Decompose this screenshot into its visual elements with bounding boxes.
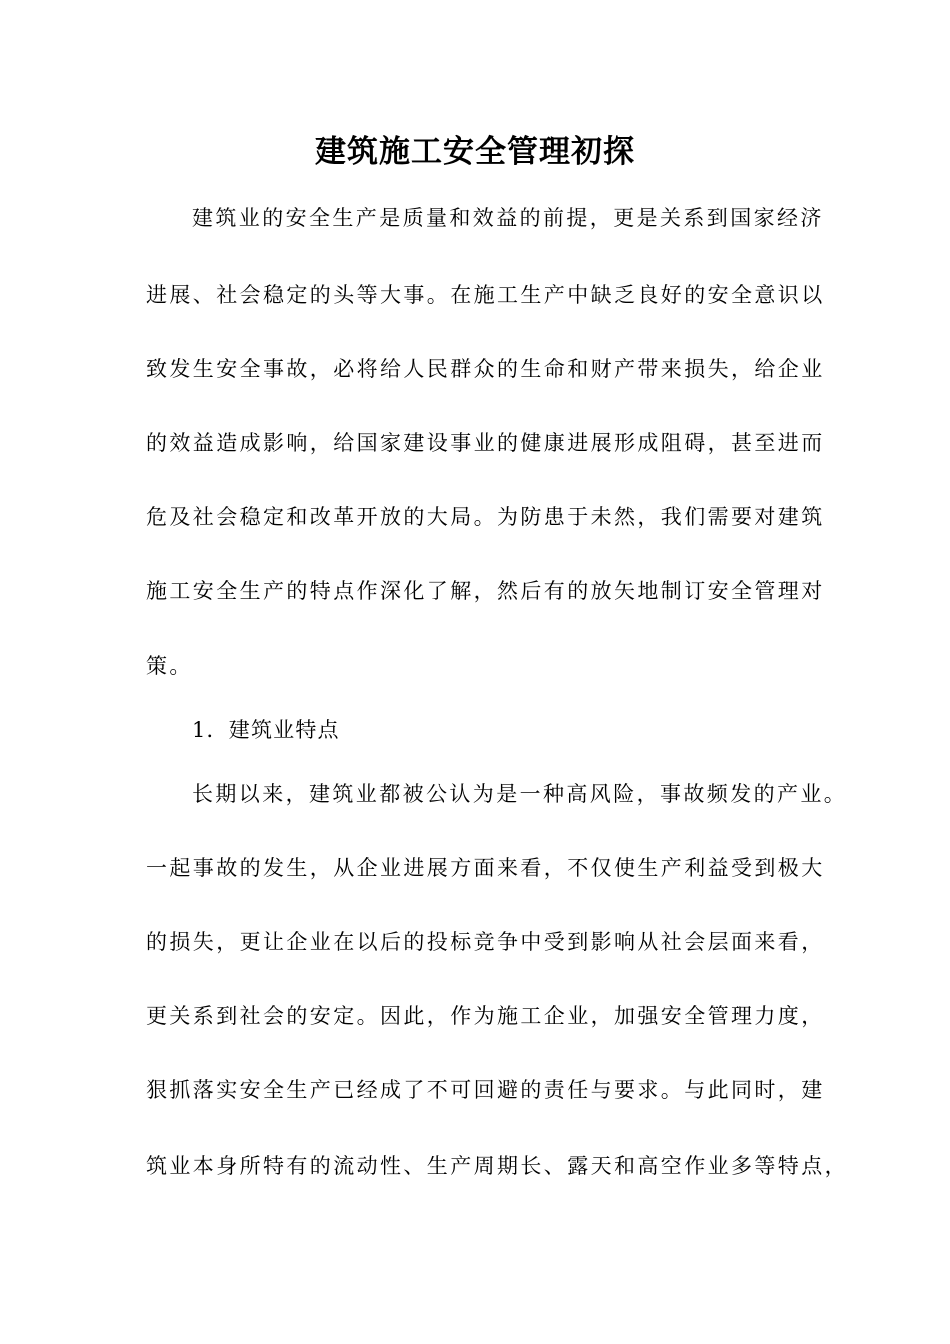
paragraph-line: 的损失，更让企业在以后的投标竞争中受到影响从社会层面来看， bbox=[146, 930, 825, 954]
paragraph-line: 长期以来，建筑业都被公认为是一种高风险，事故频发的产业。 bbox=[192, 782, 848, 806]
section-heading: 1．建筑业特点 bbox=[192, 718, 340, 742]
paragraph-line: 筑业本身所特有的流动性、生产周期长、露天和高空作业多等特点， bbox=[146, 1154, 848, 1178]
paragraph-line: 施工安全生产的特点作深化了解，然后有的放矢地制订安全管理对 bbox=[146, 579, 825, 603]
paragraph-line: 狠抓落实安全生产已经成了不可回避的责任与要求。与此同时，建 bbox=[146, 1078, 825, 1102]
paragraph-line: 的效益造成影响，给国家建设事业的健康进展形成阻碍，甚至进而 bbox=[146, 431, 825, 455]
paragraph-line: 危及社会稳定和改革开放的大局。为防患于未然，我们需要对建筑 bbox=[146, 505, 825, 529]
paragraph-line: 一起事故的发生，从企业进展方面来看，不仅使生产利益受到极大 bbox=[146, 856, 825, 880]
document-title: 建筑施工安全管理初探 bbox=[315, 134, 635, 170]
paragraph-line: 更关系到社会的安定。因此，作为施工企业，加强安全管理力度， bbox=[146, 1004, 825, 1028]
paragraph-line: 策。 bbox=[146, 654, 193, 678]
paragraph-line: 建筑业的安全生产是质量和效益的前提，更是关系到国家经济 bbox=[192, 206, 824, 230]
paragraph-line: 致发生安全事故，必将给人民群众的生命和财产带来损失，给企业 bbox=[146, 357, 825, 381]
paragraph-line: 进展、社会稳定的头等大事。在施工生产中缺乏良好的安全意识以 bbox=[146, 283, 825, 307]
